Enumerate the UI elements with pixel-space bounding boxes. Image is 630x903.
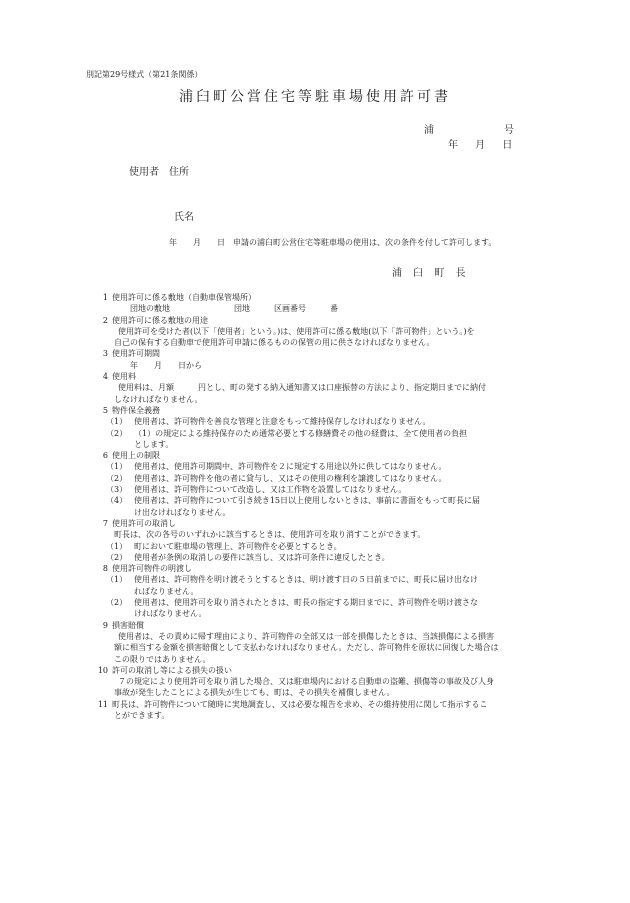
condition-number: 9 <box>102 620 108 630</box>
condition-title: 使用許可期間 <box>112 349 160 359</box>
condition-number: 7 <box>102 518 108 528</box>
condition-number: 10 <box>97 665 108 675</box>
sub-item-text: 使用者は、使用許可期間中、許可物件を２に規定する用途以外に供してはなりません。 <box>134 462 447 472</box>
condition-line: 自己の保有する自動車で使用許可申請に係るものの保管の用に供さなければなりません。 <box>114 338 435 348</box>
condition-item <box>96 292 546 303</box>
condition-title: 損害賠償 <box>112 620 144 630</box>
user-name-label: 氏名 <box>174 212 194 223</box>
sub-item <box>96 484 546 495</box>
condition-line: ７の規定により使用許可を取り消した場合、又は駐車場内における自動車の盗難、損傷等の事故及び人身 <box>118 677 494 687</box>
condition-line: 使用者は、その責めに帰す理由により、許可物件の全部又は一部を損傷したときは、当該損傷による損害 <box>118 631 494 641</box>
sub-item-text: 使用者は、使用許可を取り消されたときは、町長の指定する期日までに、許可物件を明け渡さな <box>134 598 478 608</box>
condition-title: 使用許可に係る敷地（自動車保管場所） <box>112 293 256 302</box>
condition-line: 使用料は、月額 円とし、町の発する納入通知書又は口座振替の方法により、指定期日までに納付 <box>118 383 486 393</box>
sub-item-number: （1） <box>106 541 128 551</box>
sub-item-continuation: ればなりません。 <box>134 586 199 596</box>
sub-item <box>96 552 546 563</box>
sub-item-number: （3） <box>106 485 128 495</box>
condition-number: 11 <box>97 699 108 709</box>
sub-item-text: 使用者が条例の取消しの要件に該当し、又は許可条件に違反したとき。 <box>134 552 390 562</box>
sub-item-number: （1） <box>106 417 128 427</box>
sub-item-text: 使用者は、許可物件を他の者に貸与し、又はその使用の権利を譲渡してはなりません。 <box>134 473 447 483</box>
condition-title: 使用許可物件の明渡し <box>112 564 192 574</box>
sub-item-number: （2） <box>106 598 128 608</box>
condition-title: 許可の取消し等による損失の扱い <box>112 665 232 675</box>
sub-item-number: （2） <box>106 473 128 483</box>
condition-item <box>96 450 546 461</box>
intro-text: 年 月 日 申請の浦臼町公営住宅等駐車場の使用は、次の条件を付して許可します。 <box>169 238 497 247</box>
sub-item-number: （2） <box>106 428 128 438</box>
sub-item-continuation: とします。 <box>134 439 174 449</box>
condition-line: とができます。 <box>114 710 170 720</box>
condition-line: 使用許可を受けた者(以下「使用者」という。)は、使用許可に係る敷地(以下「許可物件」という。)を <box>118 326 475 336</box>
condition-number: 2 <box>102 315 108 325</box>
issue-date: 年 月 日 <box>448 140 513 151</box>
sub-item-text: 使用者は、許可物件について改造し、又は工作物を設置してはなりません。 <box>134 485 407 495</box>
condition-number: 4 <box>102 372 108 382</box>
condition-line: 団地の敷地 団地 区画番号 番 <box>130 304 338 314</box>
permit-number-suffix: 号 <box>504 125 514 136</box>
condition-item <box>96 665 546 676</box>
condition-title: 使用上の制限 <box>112 451 160 461</box>
condition-item <box>96 315 546 326</box>
condition-number: 3 <box>102 349 108 359</box>
document-title: 浦臼町公営住宅等駐車場使用許可書 <box>179 89 451 105</box>
sub-item <box>96 461 546 472</box>
sub-item-continuation: ければなりません。 <box>134 609 207 619</box>
sub-item-text: 使用者は、許可物件を善良な管理と注意をもって維持保存しなければなりません。 <box>134 417 431 427</box>
condition-item <box>96 563 546 574</box>
condition-item <box>96 699 546 710</box>
condition-item <box>96 518 546 529</box>
form-number: 別記第29号様式（第21条関係） <box>86 70 203 79</box>
sub-item <box>96 574 546 585</box>
condition-title: 使用許可の取消し <box>112 518 176 528</box>
sub-item <box>96 428 546 439</box>
condition-title: 物件保全義務 <box>112 405 160 415</box>
condition-line: 事故が発生したことによる損失が生じても、町は、その損失を補償しません。 <box>114 688 395 698</box>
sub-item-continuation: け出なければなりません。 <box>134 507 231 517</box>
condition-number: 5 <box>102 405 108 415</box>
sub-item <box>96 473 546 484</box>
condition-line: 町長は、次の各号のいずれかに該当するときは、使用許可を取り消すことができます。 <box>114 530 426 540</box>
condition-item <box>96 620 546 631</box>
condition-number: 8 <box>102 564 108 574</box>
condition-item <box>96 371 546 382</box>
sub-item-text: 使用者は、許可物件について引き続き15日以上使用しないときは、事前に書面をもって町長に届 <box>134 496 481 506</box>
condition-title: 町長は、許可物件について随時に実地調査し、又は必要な報告を求め、その維持使用に関して指示するこ <box>112 699 488 709</box>
sub-item <box>96 597 546 608</box>
sub-item <box>96 416 546 427</box>
sub-item-number: （4） <box>106 496 128 506</box>
condition-title: 使用許可に係る敷地の用途 <box>112 315 208 325</box>
sub-item-text: 町において駐車場の管理上、許可物件を必要とするとき。 <box>134 541 342 551</box>
condition-line: この限りではありません。 <box>114 654 211 664</box>
sub-item <box>96 541 546 552</box>
condition-line: しなければなりません。 <box>114 394 203 404</box>
sub-item <box>96 495 546 506</box>
sub-item-text: 使用者は、許可物件を明け渡そうとするときは、明け渡す日の５日前までに、町長に届け出なけ <box>134 575 478 585</box>
condition-item <box>96 348 546 359</box>
condition-item <box>96 405 546 416</box>
condition-number: 1 <box>102 293 108 302</box>
condition-line: 額に相当する金額を損害賠償として支払わなければなりません。ただし、許可物件を原状に回復した場合は <box>114 643 499 653</box>
sub-item-number: （1） <box>106 462 128 472</box>
condition-line: 年 月 日から <box>130 360 202 370</box>
conditions-list <box>96 292 546 721</box>
sub-item-number: （1） <box>106 575 128 585</box>
mayor-signature: 浦 臼 町 長 <box>392 268 468 279</box>
sub-item-number: （2） <box>106 552 128 562</box>
permit-number-prefix: 浦 <box>424 125 434 136</box>
condition-title: 使用料 <box>112 372 136 382</box>
condition-number: 6 <box>102 451 108 461</box>
sub-item-text: （1）の規定による維持保存のため通常必要とする修繕費その他の経費は、全て使用者の負担 <box>134 428 468 438</box>
user-address-label: 使用者 住所 <box>129 167 189 178</box>
